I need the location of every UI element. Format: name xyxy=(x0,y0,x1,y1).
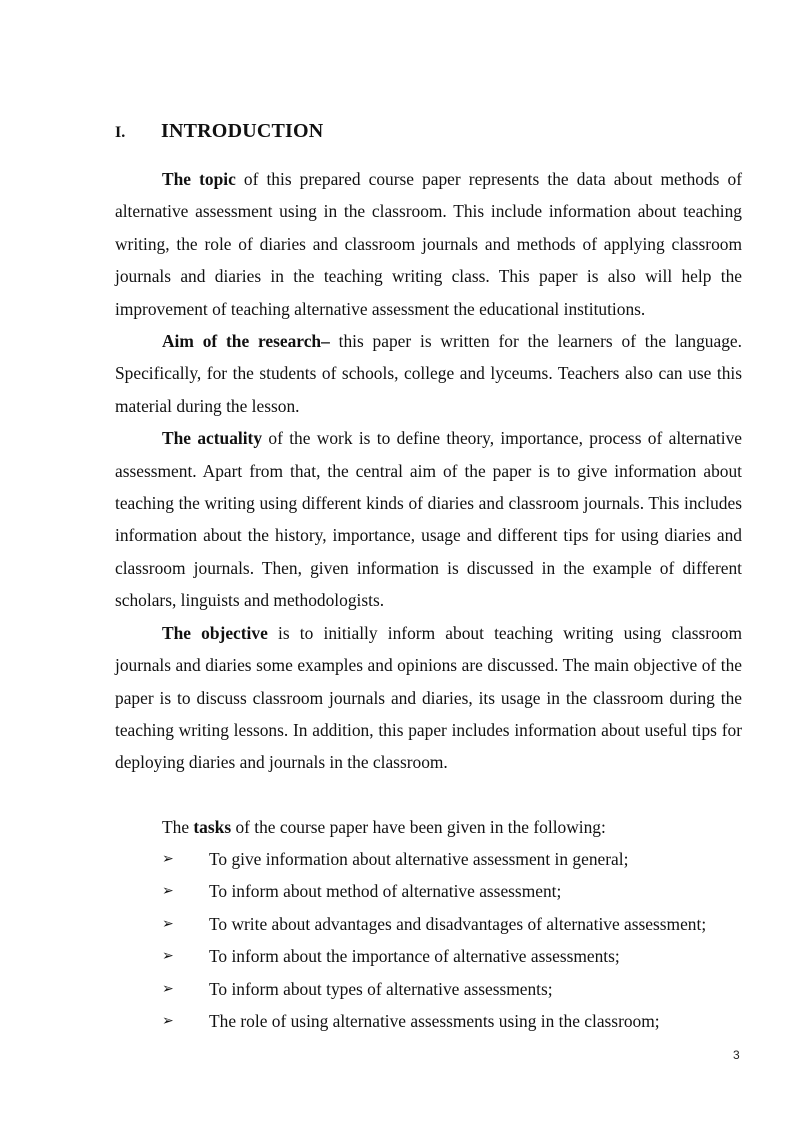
list-item-text: To inform about method of alternative assessment; xyxy=(209,881,562,902)
body-text xyxy=(115,163,742,779)
tasks-intro-before: The xyxy=(162,817,194,837)
paragraph-aim xyxy=(115,325,742,422)
tasks-intro-after: of the course paper have been given in the following: xyxy=(231,817,606,837)
section-number: I. xyxy=(115,124,126,141)
section-title: INTRODUCTION xyxy=(161,120,324,142)
tasks-intro-bold: tasks xyxy=(193,817,232,837)
paragraph-text: of the work is to define theory, importance, process of alternative assessment. Apart from that, the central aim of the paper is to give information about teaching the writing using different kinds of diaries and classroom journals. This includes information about the history, importance, usage and different tips for using diaries and classroom journals. Then, given information is discussed in the example of different scholars, linguists and methodologists. xyxy=(115,428,742,611)
page-number: 3 xyxy=(733,1048,740,1062)
paragraph-lead: The actuality xyxy=(162,428,263,449)
list-item xyxy=(162,875,752,907)
arrow-bullet-icon: ➢ xyxy=(162,948,174,965)
task-list xyxy=(162,843,752,1037)
tasks-intro xyxy=(162,811,606,843)
arrow-bullet-icon: ➢ xyxy=(162,1013,174,1030)
arrow-bullet-icon: ➢ xyxy=(162,915,174,932)
paragraph-text: of this prepared course paper represents the data about methods of alternative assessment using in the classroom. This include information about teaching writing, the role of diaries and classroom journals and methods of applying classroom journals and diaries in the teaching writing class. This paper is also will help the improvement of teaching alternative assessment the educational institutions. xyxy=(115,169,743,319)
list-item xyxy=(162,973,752,1005)
list-item-text: To give information about alternative assessment in general; xyxy=(209,849,629,869)
list-item-text: To inform about the importance of alternative assessments; xyxy=(209,946,620,967)
section-heading xyxy=(115,120,745,146)
paragraph-objective xyxy=(115,617,742,779)
arrow-bullet-icon: ➢ xyxy=(162,883,174,900)
paragraph-text: this paper is written for the learners of the language. Specifically, for the students of schools, college and lyceums. Teachers also can use this material during the lesson. xyxy=(115,331,742,416)
list-item xyxy=(162,940,752,972)
list-item-text: To write about advantages and disadvantages of alternative assessment; xyxy=(209,913,707,934)
paragraph-topic xyxy=(115,163,742,325)
arrow-bullet-icon: ➢ xyxy=(162,980,174,997)
paragraph-lead: The objective xyxy=(162,622,268,643)
arrow-bullet-icon: ➢ xyxy=(162,851,174,867)
paragraph-lead: The topic xyxy=(162,169,236,189)
list-item xyxy=(162,1005,752,1037)
list-item-text: The role of using alternative assessments using in the classroom; xyxy=(209,1011,660,1032)
paragraph-actuality xyxy=(115,422,742,616)
paragraph-lead: Aim of the research– xyxy=(162,331,330,352)
list-item-text: To inform about types of alternative assessments; xyxy=(209,978,553,999)
list-item xyxy=(162,908,752,940)
paragraph-text: is to initially inform about teaching writing using classroom journals and diaries some examples and opinions are discussed. The main objective of the paper is to discuss classroom journals and diaries, its usage in the classroom during the teaching writing lessons. In addition, this paper includes information about useful tips for deploying diaries and journals in the classroom. xyxy=(115,622,742,773)
list-item xyxy=(162,843,752,875)
